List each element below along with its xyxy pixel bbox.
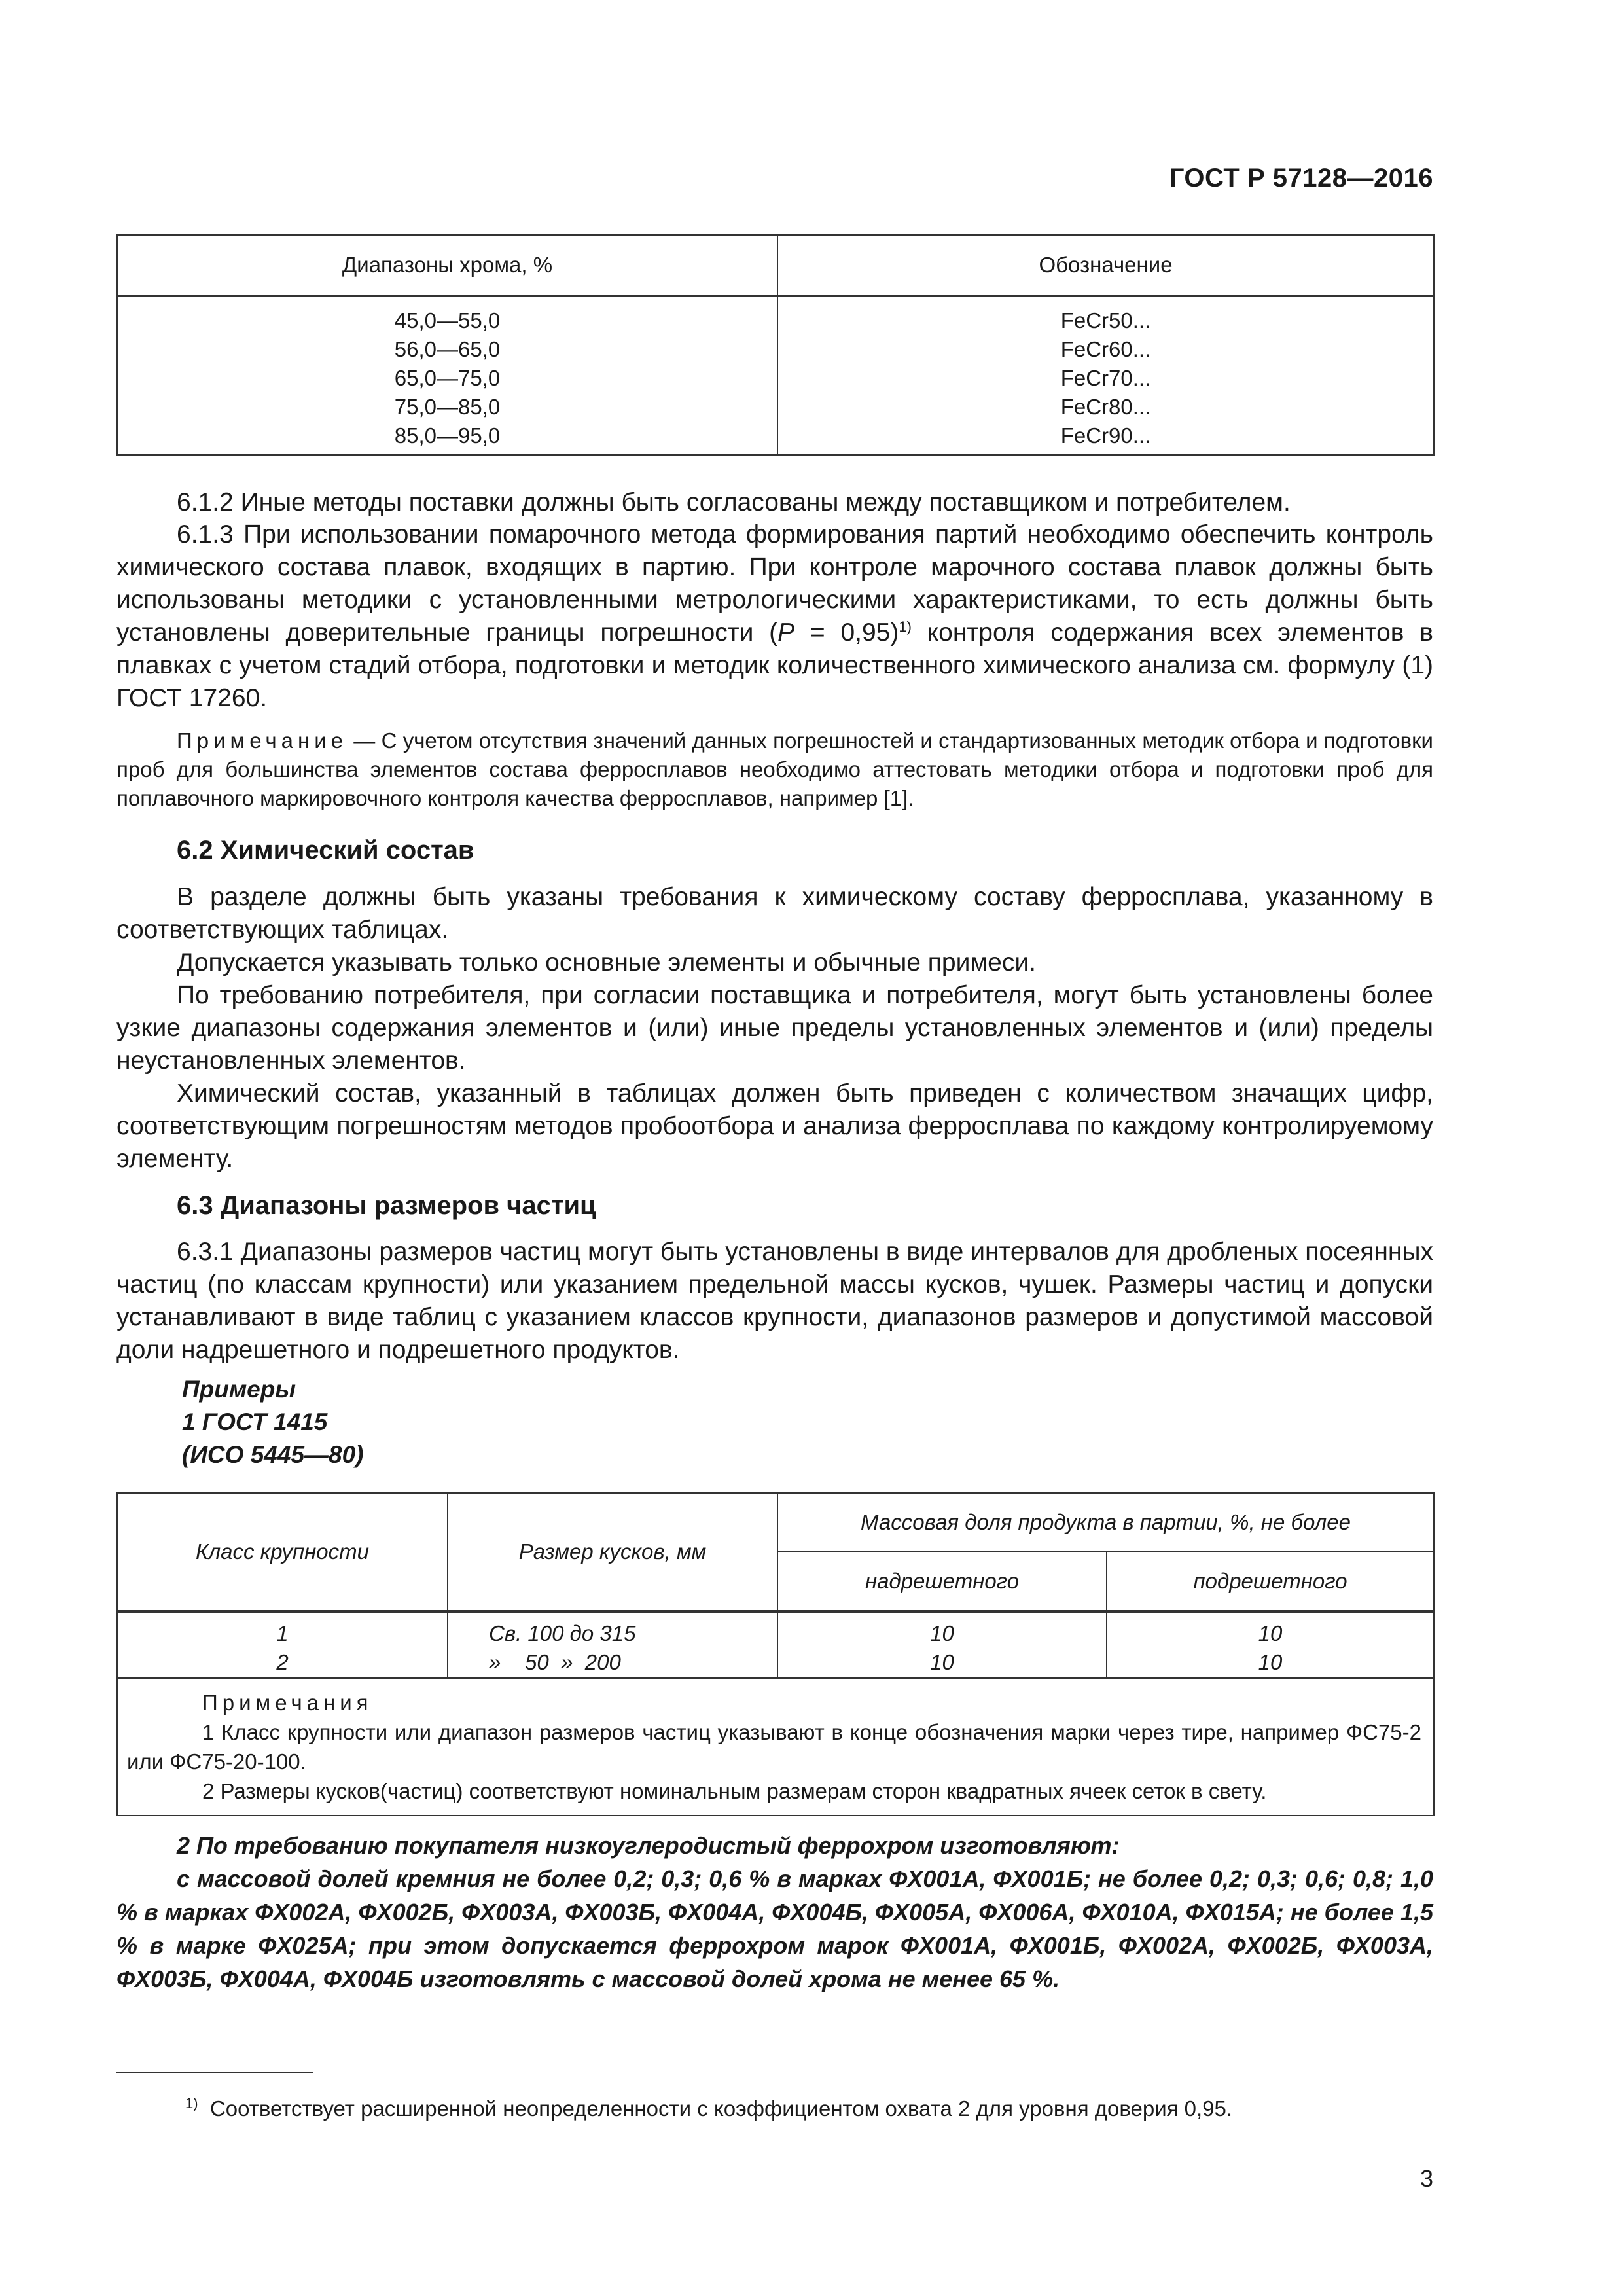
column-header-undersize: подрешетного xyxy=(1107,1552,1434,1611)
range-value: 65,0—75,0 xyxy=(394,366,501,390)
paragraph-6-3-1: 6.3.1 Диапазоны размеров частиц могут быть установлены в виде интервалов для дробленых посеянных частиц (по классам крупности) или указанием предельной массы кусков, чушек. Размеры частиц и допуски устанавливают в виде таблиц с указанием классов крупности, диапазонов размеров и допустимой массовой доли надрешетного и подрешетного продуктов. xyxy=(116,1238,1433,1364)
size-value: » 50 » 200 xyxy=(489,1650,621,1674)
footnote-divider xyxy=(116,2072,313,2073)
example-iso: (ИСО 5445—80) xyxy=(182,1441,364,1468)
column-header-mass-fraction: Массовая доля продукта в партии, %, не более xyxy=(777,1493,1434,1552)
example-2-intro: 2 По требованию покупателя низкоуглеродистый феррохром изготовляют: xyxy=(177,1832,1120,1859)
column-header-ranges: Диапазоны хрома, % xyxy=(117,235,777,296)
example-standard: 1 ГОСТ 1415 xyxy=(182,1408,328,1435)
document-code: ГОСТ Р 57128—2016 xyxy=(1169,164,1433,192)
notes-label: Примечания xyxy=(202,1691,373,1715)
table-note: 1 Класс крупности или диапазон размеров частиц указывают в конце обозначения марки через тире, например ФС75-2 или ФС75-20-100. xyxy=(127,1720,1422,1774)
paragraph: Допускается указывать только основные элементы и обычные примеси. xyxy=(177,948,1036,977)
footnote-text: Соответствует расширенной неопределенности с коэффициентом охвата 2 для уровня доверия 0,95. xyxy=(209,2096,1233,2121)
designation-value: FeCr80... xyxy=(1060,395,1151,419)
column-header-class: Класс крупности xyxy=(117,1493,448,1611)
footnote-mark: 1) xyxy=(899,619,912,635)
example-2-block xyxy=(116,1829,1433,1996)
designations-cell xyxy=(777,296,1434,455)
examples-block xyxy=(182,1373,364,1471)
range-value: 56,0—65,0 xyxy=(394,337,501,361)
undersize-cell xyxy=(1107,1611,1434,1678)
examples-label: Примеры xyxy=(182,1376,296,1403)
column-header-designation: Обозначение xyxy=(777,235,1434,296)
designation-value: FeCr60... xyxy=(1060,337,1151,361)
table-row xyxy=(117,1611,1434,1678)
probability-symbol: P xyxy=(777,619,795,647)
oversize-value: 10 xyxy=(930,1621,954,1645)
section-heading-6-2: 6.2 Химический состав xyxy=(177,836,474,865)
range-value: 75,0—85,0 xyxy=(394,395,501,419)
class-value: 1 xyxy=(276,1621,289,1645)
paragraph-6-1-3 xyxy=(116,518,1433,715)
paragraph-6-1-2: 6.1.2 Иные методы поставки должны быть согласованы между поставщиком и потребителем. xyxy=(177,488,1291,516)
page-number: 3 xyxy=(1419,2165,1433,2192)
footnote xyxy=(185,2094,1232,2123)
range-value: 45,0—55,0 xyxy=(394,308,501,332)
table-header-row xyxy=(117,1493,1434,1552)
section-heading-6-3: 6.3 Диапазоны размеров частиц xyxy=(177,1191,596,1220)
paragraph-text: 6.1.3 При использовании помарочного метода формирования партий необходимо обеспечить контроль химического состава плавок, входящих в партию. При контроле марочного состава плавок должны быть использованы методики с установленными метрологическими характеристиками, то есть должны быть установлены доверительные границы погрешности ( xyxy=(116,520,1433,647)
example-2-body: с массовой долей кремния не более 0,2; 0,3; 0,6 % в марках ФХ001А, ФХ001Б; не более 0,2; 0,3; 0,6; 0,8; 1,0 % в марках ФХ002А, ФХ002Б, ФХ003А, ФХ003Б, ФХ004А, ФХ004Б, ФХ005А, ФХ006А, ФХ010А, ФХ015А; не более 1,5 % в марке ФХ025А; при этом допускается феррохром марок ФХ001А, ФХ001Б, ФХ002А, ФХ002Б, ФХ003А, ФХ003Б, ФХ004А, ФХ004Б изготовлять с массовой долей хрома не менее 65 %. xyxy=(116,1865,1433,1992)
paragraph-text: = 0,95) xyxy=(794,619,899,647)
table-header-row xyxy=(117,235,1434,296)
column-header-size: Размер кусков, мм xyxy=(448,1493,777,1611)
undersize-value: 10 xyxy=(1258,1621,1283,1645)
oversize-value: 10 xyxy=(930,1650,954,1674)
designation-value: FeCr70... xyxy=(1060,366,1151,390)
footnote-mark: 1) xyxy=(185,2095,198,2111)
note-block xyxy=(116,726,1433,813)
class-cell xyxy=(117,1611,448,1678)
oversize-cell xyxy=(777,1611,1107,1678)
note-label: Примечание xyxy=(177,728,348,753)
range-value: 85,0—95,0 xyxy=(394,423,501,448)
table-notes-row xyxy=(117,1678,1434,1816)
class-value: 2 xyxy=(276,1650,289,1674)
note-text: — С учетом отсутствия значений данных погрешностей и стандартизованных методик отбора и подготовки проб для большинства элементов состава ферросплавов необходимо аттестовать методики отбора и подготовки проб для поплавочного маркировочного контроля качества ферросплавов, например [1]. xyxy=(116,728,1433,810)
table-notes-cell xyxy=(117,1678,1434,1816)
chromium-ranges-table xyxy=(116,234,1435,456)
particle-size-table xyxy=(116,1492,1435,1816)
column-header-oversize: надрешетного xyxy=(777,1552,1107,1611)
undersize-value: 10 xyxy=(1258,1650,1283,1674)
table-note: 2 Размеры кусков(частиц) соответствуют номинальным размерам сторон квадратных ячеек сеток в свету. xyxy=(202,1779,1267,1803)
designation-value: FeCr90... xyxy=(1060,423,1151,448)
size-cell xyxy=(448,1611,777,1678)
designation-value: FeCr50... xyxy=(1060,308,1151,332)
ranges-cell xyxy=(117,296,777,455)
paragraph: По требованию потребителя, при согласии поставщика и потребителя, могут быть установлены более узкие диапазоны содержания элементов и (или) иные пределы установленных элементов и (или) пределы неустановленных элементов. xyxy=(116,981,1433,1075)
paragraph-text: контроля содержания всех элементов в плавках с учетом стадий отбора, подготовки и методик количественного химического анализа см. формулу (1) ГОСТ 17260. xyxy=(116,619,1433,712)
table-row xyxy=(117,296,1434,455)
size-value: Св. 100 до 315 xyxy=(489,1621,636,1645)
paragraph: В разделе должны быть указаны требования к химическому составу ферросплава, указанному в соответствующих таблицах. xyxy=(116,883,1433,944)
paragraph: Химический состав, указанный в таблицах должен быть приведен с количеством значащих цифр, соответствующим погрешностям методов пробоотбора и анализа ферросплава по каждому контролируемому элементу. xyxy=(116,1079,1433,1173)
